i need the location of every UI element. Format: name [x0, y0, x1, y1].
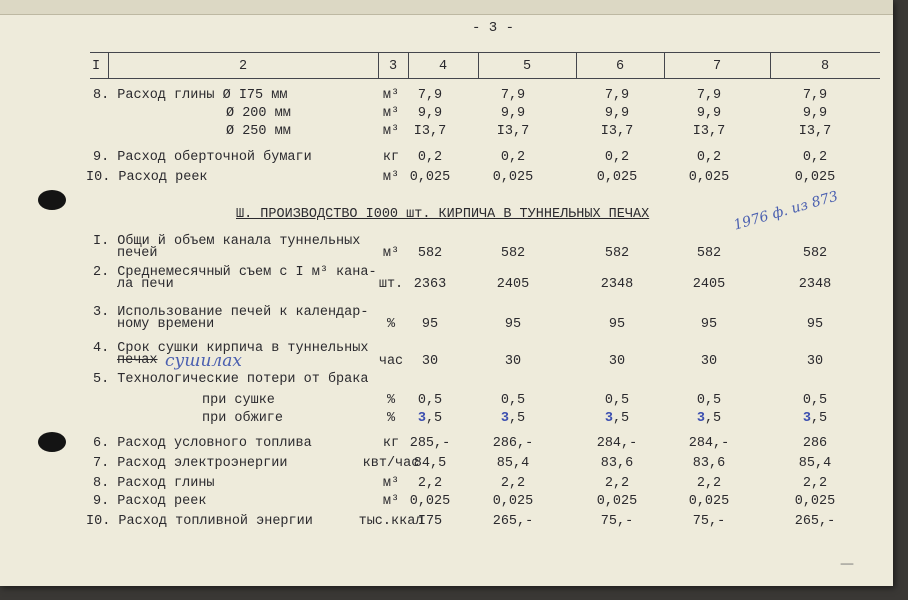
value-cell: 0,025	[688, 494, 730, 509]
unit-cell: %	[386, 317, 396, 332]
value-cell: 2,2	[802, 476, 828, 491]
page-number: - 3 -	[472, 20, 515, 36]
value-cell: 7,9	[696, 88, 722, 103]
column-header: 3	[388, 59, 398, 74]
value-cell: 9,9	[802, 106, 828, 121]
value-cell: 75,-	[600, 514, 634, 529]
unit-cell: %	[386, 411, 396, 426]
value-cell: 9,9	[604, 106, 630, 121]
corrected-digit: 3	[500, 411, 509, 426]
value-cell: 95	[700, 317, 718, 332]
column-header: 4	[438, 59, 448, 74]
value-cell: 0,025	[492, 494, 534, 509]
value-cell: 284,-	[688, 436, 730, 451]
value-cell: 582	[696, 246, 722, 261]
value-cell: 30	[504, 354, 522, 369]
col-divider	[770, 52, 771, 78]
row-label: I. Общи й объем канала туннельных	[93, 234, 361, 249]
value-cell: 9,9	[417, 106, 443, 121]
value-cell: 582	[802, 246, 828, 261]
value-cell: 2,2	[500, 476, 526, 491]
value-cell: 30	[806, 354, 824, 369]
value-cell	[473, 411, 553, 427]
value-cell: 0,5	[417, 393, 443, 408]
value-cell: 582	[500, 246, 526, 261]
value-cell	[669, 411, 749, 427]
value-cell: 2348	[600, 277, 634, 292]
column-header: 8	[820, 59, 830, 74]
row-label-continued: ному времени	[117, 317, 215, 332]
value-cell	[577, 411, 657, 427]
value-cell: 7,9	[500, 88, 526, 103]
value-rest: ,5	[810, 411, 828, 426]
value-cell: 0,5	[604, 393, 630, 408]
value-cell: 30	[421, 354, 439, 369]
value-cell: 2363	[413, 277, 447, 292]
table-top-rule	[90, 52, 880, 53]
value-cell: 286	[802, 436, 828, 451]
corrected-digit: 3	[802, 411, 811, 426]
row-label: 7. Расход электроэнергии	[93, 456, 288, 471]
col-divider	[576, 52, 577, 78]
unit-cell: м³	[382, 246, 400, 261]
handwritten-note: 1976 ф. из 873	[731, 188, 840, 234]
column-header: 2	[238, 59, 248, 74]
value-cell: 85,4	[798, 456, 832, 471]
row-label: 6. Расход условного топлива	[93, 436, 312, 451]
value-cell: 2405	[496, 277, 530, 292]
unit-cell: час	[378, 354, 404, 369]
row-label-continued: печах	[117, 353, 158, 368]
unit-cell: %	[386, 393, 396, 408]
row-label: 5. Технологические потери от брака	[93, 372, 369, 387]
value-cell: 0,2	[802, 150, 828, 165]
value-cell: 0,2	[417, 150, 443, 165]
value-cell: 83,6	[692, 456, 726, 471]
value-cell: 7,9	[604, 88, 630, 103]
value-cell: 0,2	[696, 150, 722, 165]
column-header: 6	[615, 59, 625, 74]
value-cell: 2,2	[604, 476, 630, 491]
value-cell: 84,5	[413, 456, 447, 471]
value-cell: I3,7	[413, 124, 447, 139]
value-rest: ,5	[704, 411, 722, 426]
row-label: Ø 200 мм	[226, 106, 291, 121]
value-cell: 9,9	[500, 106, 526, 121]
value-cell: 7,9	[417, 88, 443, 103]
section-title: Ш. ПРОИЗВОДСТВО I000 шт. КИРПИЧА В ТУННЕЛЬНЫХ ПЕЧАХ	[236, 207, 650, 222]
unit-cell: м³	[382, 106, 400, 121]
value-cell: 582	[417, 246, 443, 261]
value-rest: ,5	[508, 411, 526, 426]
value-cell: 75,-	[692, 514, 726, 529]
corrected-digit: 3	[696, 411, 705, 426]
value-cell	[390, 411, 470, 427]
row-label: I0. Расход реек	[86, 170, 208, 185]
column-header: 7	[712, 59, 722, 74]
unit-cell: м³	[382, 494, 400, 509]
value-cell: 30	[608, 354, 626, 369]
value-cell: 83,6	[600, 456, 634, 471]
value-cell: 0,025	[794, 170, 836, 185]
value-cell: 0,5	[696, 393, 722, 408]
row-label: 9. Расход реек	[93, 494, 207, 509]
value-rest: ,5	[425, 411, 443, 426]
value-cell: 0,025	[688, 170, 730, 185]
value-cell: 2405	[692, 277, 726, 292]
value-cell: 285,-	[409, 436, 451, 451]
value-cell: 95	[608, 317, 626, 332]
value-cell: I3,7	[496, 124, 530, 139]
value-cell: 0,5	[802, 393, 828, 408]
punch-hole	[38, 190, 66, 210]
row-label: 2. Среднемесячный съем с I м³ кана-	[93, 265, 377, 280]
value-cell: I3,7	[692, 124, 726, 139]
punch-hole	[38, 432, 66, 452]
unit-cell: м³	[382, 88, 400, 103]
value-cell: 95	[421, 317, 439, 332]
value-cell: 0,025	[596, 170, 638, 185]
value-cell: 30	[700, 354, 718, 369]
value-rest: ,5	[612, 411, 630, 426]
value-cell: 0,2	[500, 150, 526, 165]
value-cell: 0,025	[596, 494, 638, 509]
value-cell: I3,7	[600, 124, 634, 139]
unit-cell: м³	[382, 170, 400, 185]
row-label: I0. Расход топливной энергии	[86, 514, 313, 529]
unit-cell: тыс.ккал	[358, 514, 424, 529]
top-edge	[0, 0, 893, 15]
col-divider	[478, 52, 479, 78]
unit-cell: кг	[382, 150, 400, 165]
value-cell: 0,025	[794, 494, 836, 509]
value-cell: 0,025	[409, 494, 451, 509]
row-label: 9. Расход оберточной бумаги	[93, 150, 312, 165]
row-label: при обжиге	[202, 411, 284, 426]
unit-cell: м³	[382, 124, 400, 139]
column-header: I	[91, 59, 101, 74]
row-label-continued: печей	[117, 246, 158, 261]
value-cell: 9,9	[696, 106, 722, 121]
value-cell: 582	[604, 246, 630, 261]
value-cell: 265,-	[794, 514, 836, 529]
row-label: 4. Срок сушки кирпича в туннельных	[93, 341, 369, 356]
corrected-digit: 3	[417, 411, 426, 426]
handwritten-correction: сушилах	[165, 351, 242, 371]
table-header-rule	[90, 78, 880, 79]
value-cell: 0,025	[409, 170, 451, 185]
row-label-continued: ла печи	[117, 277, 174, 292]
row-label: 3. Использование печей к календар-	[93, 305, 369, 320]
value-cell: 2,2	[417, 476, 443, 491]
value-cell: 95	[504, 317, 522, 332]
unit-cell: шт.	[378, 277, 404, 292]
value-cell: 286,-	[492, 436, 534, 451]
value-cell	[775, 411, 855, 427]
value-cell: 0,025	[492, 170, 534, 185]
unit-cell: квт/час	[362, 456, 420, 471]
corrected-digit: 3	[604, 411, 613, 426]
col-divider	[664, 52, 665, 78]
row-label: 8. Расход глины	[93, 476, 215, 491]
unit-cell: м³	[382, 476, 400, 491]
row-label: 8. Расход глины Ø I75 мм	[93, 88, 288, 103]
row-label: при сушке	[202, 393, 275, 408]
value-cell: 0,2	[604, 150, 630, 165]
value-cell: 0,5	[500, 393, 526, 408]
value-cell: 95	[806, 317, 824, 332]
value-cell: I3,7	[798, 124, 832, 139]
row-label: Ø 250 мм	[226, 124, 291, 139]
value-cell: 85,4	[496, 456, 530, 471]
value-cell: 7,9	[802, 88, 828, 103]
value-cell: 2,2	[696, 476, 722, 491]
value-cell: 2348	[798, 277, 832, 292]
unit-cell: кг	[382, 436, 400, 451]
value-cell: 284,-	[596, 436, 638, 451]
column-header: 5	[522, 59, 532, 74]
page-mark: —	[840, 556, 854, 572]
value-cell: 265,-	[492, 514, 534, 529]
value-cell: I75	[417, 514, 443, 529]
